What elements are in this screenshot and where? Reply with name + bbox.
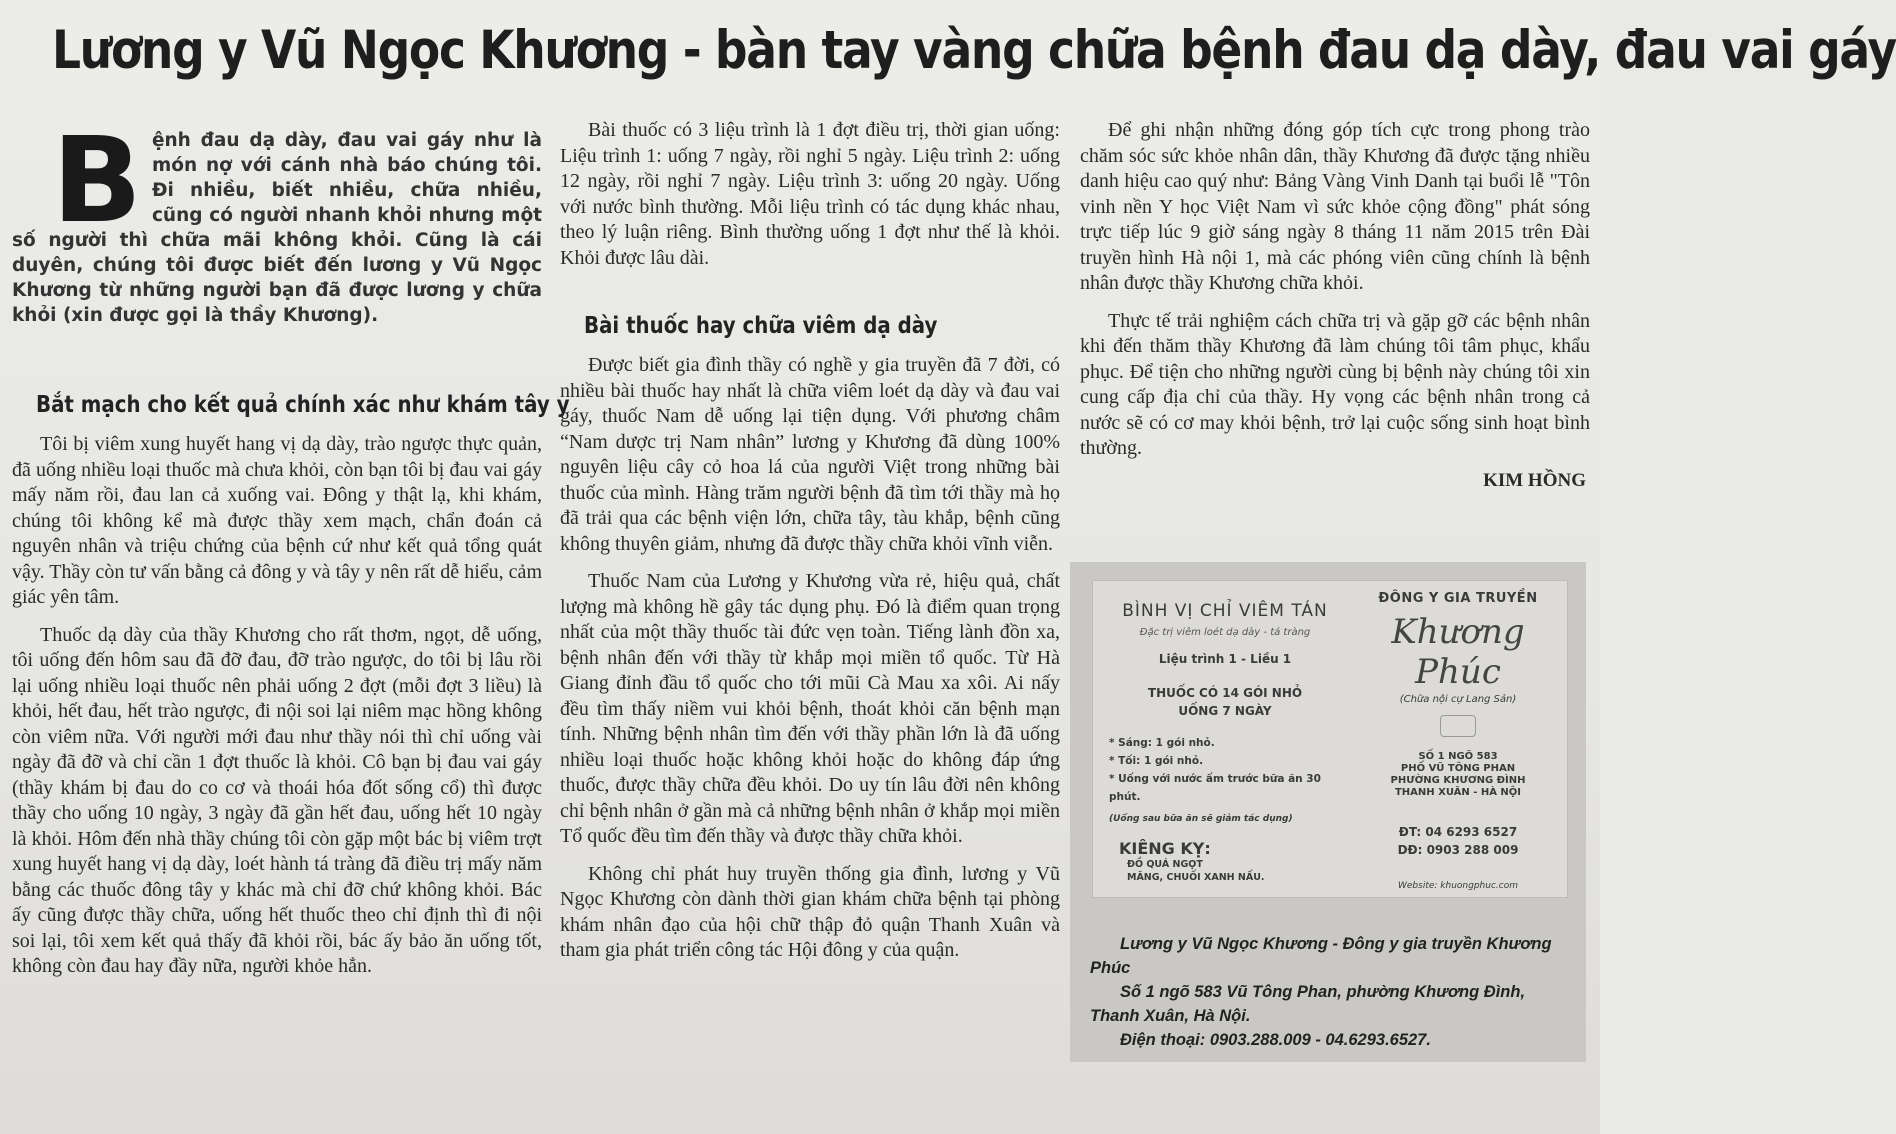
product-label-photo bbox=[1092, 580, 1568, 898]
section-heading-remedy: Bài thuốc hay chữa viêm dạ dày bbox=[584, 313, 938, 339]
caption-line: Điện thoại: 0903.288.009 - 04.6293.6527. bbox=[1120, 1031, 1431, 1049]
dropcap: B bbox=[52, 111, 142, 249]
advertisement-box bbox=[1070, 562, 1586, 1062]
article-title: Lương y Vũ Ngọc Khương - bàn tay vàng chữa bệnh đau dạ dày, đau vai gáy bbox=[52, 20, 1896, 81]
product-name: BÌNH VỊ CHỈ VIÊM TÁN bbox=[1122, 601, 1328, 621]
paragraph: Thực tế trải nghiệm cách chữa trị và gặp gỡ các bệnh nhân khi đến thăm thầy Khương đã làm chúng tôi tâm phục, khẩu phục. Để tiện cho những người cùng bị bệnh này chúng tôi xin cung cấp địa chỉ của thầy. Hy vọng các bệnh nhân trong cả nước sẽ có cơ may khỏi bệnh, trở lại cuộc sống sinh hoạt bình thường. bbox=[1080, 309, 1590, 459]
brand-subtitle: (Chữa nội cự Lang Sản) bbox=[1399, 694, 1517, 705]
paragraph: Để ghi nhận những đóng góp tích cực trong phong trào chăm sóc sức khỏe nhân dân, thầy Khương đã được tặng nhiều danh hiệu cao quý như: Bảng Vàng Vinh Danh tại buổi lễ "Tôn vinh nền Y học Việt Nam vì sức khỏe cộng đồng" phát sóng trực tiếp lúc 9 giờ sáng ngày 8 tháng 11 năm 2015 trên Đài truyền hình Hà nội 1, mà các phóng viên cũng chính là bệnh nhân được thầy Khương chữa khỏi. bbox=[1080, 119, 1590, 294]
packs-info: THUỐC CÓ 14 GÓI NHỎ UỐNG 7 NGÀY bbox=[1147, 686, 1303, 718]
caption-line: Số 1 ngõ 583 Vũ Tông Phan, phường Khương Đình, Thanh Xuân, Hà Nội. bbox=[1090, 983, 1526, 1025]
brand-tagline: ĐÔNG Y GIA TRUYỀN bbox=[1378, 591, 1538, 606]
paragraph: Bài thuốc có 3 liệu trình là 1 đợt điều trị, thời gian uống: Liệu trình 1: uống 7 ngày, rồi nghỉ 5 ngày. Liệu trình 2: uống 12 ngày, rồi nghỉ 7 ngày. Liệu trình 3: uống 20 ngày. Uống với nước bình thường. Mỗi liệu trình có tác dụng khác nhau, theo lý luận riêng. Bình thường uống 1 đợt như thế là khỏi. Khỏi được lâu dài. bbox=[560, 119, 1060, 269]
paragraph: Không chỉ phát huy truyền thống gia đình, lương y Vũ Ngọc Khương còn dành thời gian khám chữa bệnh tại phòng khám nhân đạo của hội chữ thập đỏ quận Thanh Xuân và tham gia phát triển công tác Hội đông y của quận. bbox=[560, 862, 1060, 961]
caption-line: Lương y Vũ Ngọc Khương - Đông y gia truyền Khương Phúc bbox=[1090, 935, 1552, 977]
course-label: Liệu trình 1 - Liều 1 bbox=[1158, 652, 1292, 666]
product-subtitle: Đặc trị viêm loét dạ dày - tá tràng bbox=[1139, 627, 1311, 638]
paragraph: Thuốc Nam của Lương y Khương vừa rẻ, hiệu quả, chất lượng mà không hề gây tác dụng phụ. Đó là điểm quan trọng nhất của một thầy thuốc tài đức vẹn toàn. Tiếng lành đồn xa, bệnh nhân đến với thầy từ khắp mọi miền tổ quốc. Từ Hà Giang đỉnh đầu tổ quốc cho tới mũi Cà Mau xa xôi. Ai nấy đều tìm thấy niềm vui khỏi bệnh, thoát khỏi căn bệnh mạn tính. Những bệnh nhân tìm đến với thầy phần lớn là đã uống nhiều loại thuốc hoặc không khỏi hoặc do không đáp ứng thuốc, được thầy chữa đều khỏi. Do uy tín lâu đời nên không chỉ bệnh nhân ở gần mà cả những bệnh nhân ở khắp mọi miền Tổ quốc đều tìm đến thầy và được thầy chữa khỏi. bbox=[560, 570, 1060, 847]
contact-caption bbox=[1090, 932, 1570, 1052]
paragraph: Được biết gia đình thầy có nghề y gia truyền đã 7 đời, có nhiều bài thuốc hay nhất là chữa viêm loét dạ dày và đau vai gáy, thuốc Nam dễ uống lại tiện dụng. Với phương châm “Nam dược trị Nam nhân” lương y Khương đã dùng 100% nguyên liệu cây cỏ hoa lá của người Việt trong những bài thuốc của mình. Hàng trăm người bệnh đã tìm tới thầy mà họ đã trải qua các bệnh viện lớn, chữa tây, tàu khắp, bệnh cũng không thuyên giảm, nhưng đã được thầy chữa khỏi vĩnh viễn. bbox=[560, 354, 1060, 555]
column-2 bbox=[560, 118, 1060, 976]
label-address: SỐ 1 NGÕ 583 PHỐ VŨ TÔNG PHAN PHƯỜNG KHƯƠNG ĐÌNH THANH XUÂN - HÀ NỘI bbox=[1390, 751, 1526, 798]
column-1 bbox=[12, 111, 570, 992]
dosage-list: * Sáng: 1 gói nhỏ. * Tối: 1 gói nhỏ. * Uống với nước ấm trước bữa ăn 30 phút. (Uống sau bữa ăn sẽ giảm tác dụng) bbox=[1109, 737, 1321, 824]
product-label-right bbox=[1355, 591, 1561, 891]
paragraph: Tôi bị viêm xung huyết hang vị dạ dày, trào ngược thực quản, đã uống nhiều loại thuốc mà chưa khỏi, còn bạn tôi bị đau vai gáy mấy năm rồi, đau lan cả xuống vai. Đông y thật lạ, khi khám, chúng tôi không kể mà được thầy xem mạch, chẩn đoán cả nguyên nhân và triệu chứng của bệnh cứ như kết quả tổng quát vậy. Thầy còn tư vấn bằng cả đông y và tây y nên rất dễ hiểu, cảm giác yên tâm. bbox=[12, 433, 542, 608]
warning-block: KIÊNG KỴ: ĐỒ QUÁ NGỌT MĂNG, CHUỐI XANH NẤU. bbox=[1119, 839, 1265, 883]
label-phone: ĐT: 04 6293 6527 DĐ: 0903 288 009 bbox=[1397, 825, 1519, 857]
byline: KIM HỒNG bbox=[1483, 469, 1586, 491]
product-label-left bbox=[1101, 593, 1349, 828]
brand-logo: Khương Phúc bbox=[1391, 612, 1525, 692]
section-heading-pulse: Bắt mạch cho kết quả chính xác như khám tây y bbox=[36, 392, 570, 418]
warning-label: KIÊNG KỴ: bbox=[1119, 839, 1211, 858]
label-website: Website: khuongphuc.com bbox=[1398, 881, 1518, 891]
lead-paragraph: ệnh đau dạ dày, đau vai gáy như là món nợ với cánh nhà báo chúng tôi. Đi nhiều, biết nhiều, chữa nhiều, cũng có người nhanh khỏi nhưng một số người thì chữa mãi không khỏi. Cũng là cái duyên, chúng tôi được biết đến lương y Vũ Ngọc Khương từ những người bạn đã được lương y chữa khỏi (xin được gọi là thầy Khương). bbox=[12, 130, 542, 326]
column-3 bbox=[1080, 118, 1590, 492]
seal-icon bbox=[1440, 715, 1476, 737]
lead-block bbox=[12, 111, 542, 328]
paragraph: Thuốc dạ dày của thầy Khương cho rất thơm, ngọt, dễ uống, tôi uống đến hôm sau đã đỡ đau, đỡ trào ngược, do tôi bị lâu rồi lại uống nhiều loại thuốc nên phải uống 2 đợt (mỗi đợt 3 liều) là khỏi, hết đau, hết trào ngược, đi nội soi lại niêm mạc hồng không còn viêm nữa. Với người mới đau như thầy nói thì chỉ uống vài ngày đã đỡ và chỉ cần 1 đợt thuốc là khỏi. Cô bạn bị đau vai gáy (thầy khám bị đau do co cơ và thoái hóa đốt sống cổ) thì được thầy cho uống 10 ngày, 3 ngày đã gần hết đau, uống hết 10 ngày là khỏi. Hôm đến nhà thầy chúng tôi còn gặp một bác bị viêm trợt xung huyết hang vị dạ dày, loét hành tá tràng đã điều trị mấy năm bằng các thuốc đông tây y khác mà chỉ đỡ chứ không khỏi. Bác ấy cũng được thầy chữa, uống hết thuốc theo chỉ định thì đi nội soi lại, tôi xem kết quả thấy đã khỏi rồi, bác ấy bảo ăn uống tốt, không còn đau hay đầy nữa, người khỏe hẳn. bbox=[12, 623, 542, 977]
